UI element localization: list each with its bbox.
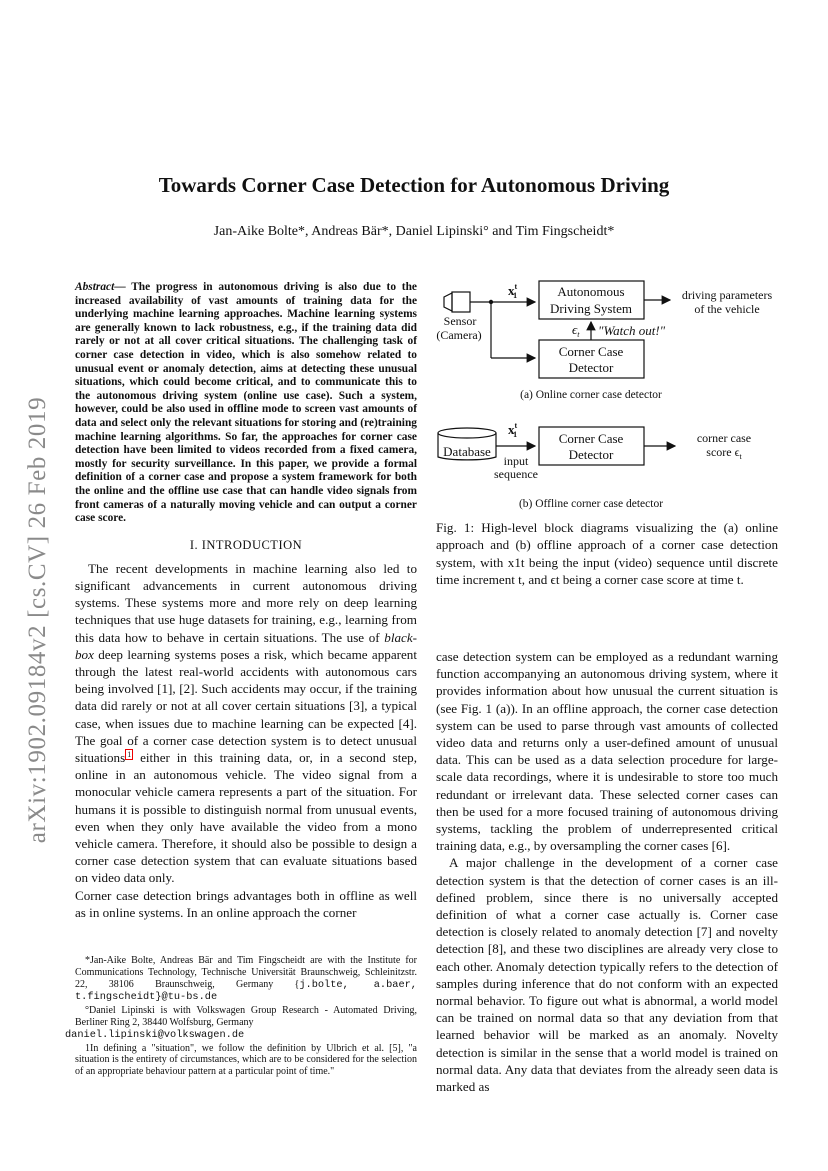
footnote-link[interactable]: 1 <box>127 749 132 759</box>
sensor-label: Sensor <box>443 314 477 328</box>
left-column <box>75 281 417 921</box>
footnote-2-email[interactable]: daniel.lipinski@volkswagen.de <box>65 1028 245 1041</box>
right-paragraph-2: A major challenge in the development of a corner case detection system is that the detection of corner cases is an ill-defined problem, since there is no universally accepted definition of what a corner case actually is. Corner case detection is closely related to anomaly detection [7] and novelty detection [8], and these two disciplines are already very close to each other. Anomaly detection typically refers to the detection of samples during inference that do not conform with an expected normal behavior. To figure out what is abnormal, a world model can be trained on normal data so that any deviation from that learned behavior will be marked as an anomaly. Novelty detection is similar in the sense that a world model is trained on normal data. Any data that deviates from the already seen data is marked as <box>436 855 778 1095</box>
footnotes <box>65 955 417 1079</box>
ads-label-1: Autonomous <box>557 284 625 299</box>
ccd-offline-label-1: Corner Case <box>558 431 624 446</box>
intro-paragraph-1 <box>75 560 417 887</box>
footnote-situation: 1In defining a "situation", we follow the definition by Ulbrich et al. [5], "a situation is the entirety of circumstances, which are to be considered for the selection of an appropriate behaviour pattern at a particular point of time." <box>75 1042 417 1078</box>
intro-p1-part-c: either in this training data, or, in a second step, online in an autonomous vehicle. The video signal from a monocular vehicle camera represents a part of the situation. For humans it is possible to distinguish normal from unusual events, even when they only have available the video from a mono vehicle camera. Therefore, it should also be possible to design a corner case detection system that can evaluate situations based on video data only. <box>75 749 417 886</box>
right-paragraph-1: case detection system can be employed as a redundant warning function accompanying an autonomous driving system, where it provides information about how unusual the current situation is (see Fig. 1 (a)). In an offline approach, the corner case detection system can be used to parse through vast amounts of collected video data and returns only a user-defined amount of unusual data. This can be used as a data selection procedure for large-scale data recordings, where it is undesirable to store too much redundant or irrelevant data. These selected corner cases can then be used for a more focused training of autonomous driving systems, tackling the problem of underrepresented critical training data, e.g., by oversampling the corner cases [6]. <box>436 649 778 854</box>
abstract-text: — The progress in autonomous driving is also due to the increased availability of vast amounts of training data for the underlying machine learning approaches. Machine learning systems are generally known to lack robustness, e.g., if the training data did rarely or not at all cover critical situations. The challenging task of corner case detection in video, which is also somehow related to unusual event or anomaly detection, aims at detecting these unusual situations, which could become critical, and to communicate this to the autonomous driving system (online use case). Such a system, however, could be also used in offline mode to screen vast amounts of data and select only the relevant situations for storing and (re)training machine learning algorithms. So far, the approaches for corner case detection have been limited to videos recorded from a fixed camera, mostly for security surveillance. In this paper, we provide a formal definition of a corner case and propose a system framework for both the online and the offline use case that can handle video signals from front cameras of a naturally moving vehicle and can output a corner case score. <box>75 281 417 525</box>
ccd-online-label-1: Corner Case <box>558 344 624 359</box>
score-label-2: score $\epsilon_t$ <box>706 445 742 461</box>
abstract-label: Abstract <box>75 281 115 293</box>
intro-paragraph-2: Corner case detection brings advantages both in offline as well as in online systems. In an online approach the corner <box>75 887 417 920</box>
arxiv-sidebar <box>18 360 58 880</box>
output-label-2: of the vehicle <box>694 302 760 316</box>
signal-symbol-a: $x^t$ 1 <box>508 282 518 300</box>
subcaption-a: (a) Online corner case detector <box>520 389 662 401</box>
diagram-offline <box>438 421 751 510</box>
score-label-1: corner case <box>696 431 752 445</box>
footnote-1-domain: }@tu-bs.de <box>155 991 218 1004</box>
camera-icon <box>444 292 470 312</box>
ccd-offline-label-2: Detector <box>568 447 614 462</box>
input-label-2: sequence <box>494 467 538 481</box>
watch-out-label: "Watch out!" <box>598 323 666 338</box>
output-label-1: driving parameters <box>681 288 773 302</box>
abstract <box>75 281 417 526</box>
ads-label-2: Driving System <box>550 301 632 316</box>
database-label: Database <box>443 444 491 459</box>
footnote-affiliation-1 <box>75 955 417 1004</box>
epsilon-symbol-a: $\epsilon_t$ <box>572 322 580 339</box>
ccd-online-label-2: Detector <box>568 360 614 375</box>
footnote-1-emails[interactable]: j.bolte, a.baer, t.fingscheidt <box>75 978 417 1004</box>
input-label-1: input <box>503 454 529 468</box>
footnote-2-text: °Daniel Lipinski is with Volkswagen Group Research - Automated Driving, Berliner Ring 2, 38440 Wolfsburg, Germany <box>75 1005 417 1028</box>
footnote-affiliation-2 <box>65 1005 417 1041</box>
subcaption-b: (b) Offline corner case detector <box>518 498 664 510</box>
camera-label: (Camera) <box>436 328 482 342</box>
block-diagram <box>430 275 790 520</box>
signal-symbol-b: $x^t$ 1 <box>508 421 518 439</box>
figure-1 <box>430 275 790 525</box>
paper-title: Towards Corner Case Detection for Autonomous Driving <box>158 173 670 197</box>
figure-caption: Fig. 1: High-level block diagrams visualizing the (a) online approach and (b) offline approach of a corner case detection system, with x1t being the input (video) sequence until discrete time increment t, and ϵt being a corner case score at time t. <box>436 520 778 588</box>
intro-p1-emphasis: black-box <box>75 629 417 662</box>
intro-p1-part-a: The recent developments in machine learning also led to significant advancements in current autonomous driving systems. These systems more and more rely on deep learning techniques that use huge datasets for training, e.g., learning from this data how to behave in certain situations. The use of <box>75 560 417 645</box>
intro-p1-part-b: deep learning systems poses a risk, which became apparent through the latest real-world accidents with autonomous cars being involved [1], [2]. Such accidents may occur, if the training data did rarely or not at all cover certain situations [3], a typical case, when issues due to machine learning can be expected [4]. The goal of a corner case detection system is to detect unusual situations <box>75 646 417 765</box>
right-column <box>436 648 778 1095</box>
arxiv-identifier: arXiv:1902.09184v2 [cs.CV] 26 Feb 2019 <box>24 396 51 844</box>
author-list: Jan-Aike Bolte*, Andreas Bär*, Daniel Lipinski° and Tim Fingscheidt* <box>213 224 615 239</box>
footnote-1-text: *Jan-Aike Bolte, Andreas Bär and Tim Fingscheidt are with the Institute for Communications Technology, Technische Universität Braunschweig, Schleinitzstr. 22, 38106 Braunschweig, Germany { <box>75 955 417 990</box>
diagram-online <box>436 281 772 401</box>
section-heading-introduction: I. INTRODUCTION <box>189 537 303 552</box>
